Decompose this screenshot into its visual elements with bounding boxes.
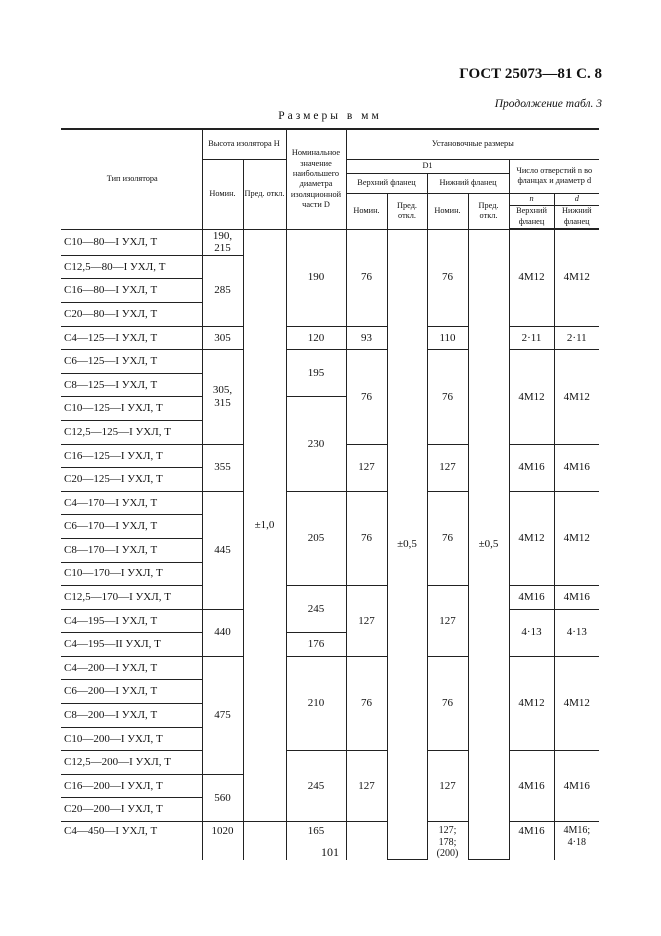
header-d: d — [554, 193, 599, 205]
holes-upper: 4М12 — [509, 491, 554, 585]
upper-nom: 127 — [346, 586, 387, 657]
header-lower-tol: Пред. откл. — [468, 193, 509, 229]
header-holes-upper: Верхний фланец — [509, 205, 554, 229]
lower-nom: 76 — [427, 656, 468, 750]
upper-nom: 76 — [346, 656, 387, 750]
height-nom: 1020 — [202, 822, 243, 860]
holes-upper: 4М12 — [509, 656, 554, 750]
holes-upper: 4·13 — [509, 609, 554, 656]
row-type: С12,5—125—I УХЛ, Т — [61, 420, 202, 444]
header-height-tol: Пред. откл. — [243, 159, 286, 229]
row-type: С4—195—I УХЛ, Т — [61, 609, 202, 633]
diameter: 210 — [286, 656, 346, 750]
holes-lower: 4М12 — [554, 350, 599, 444]
holes-upper: 4М16 — [509, 444, 554, 491]
height-nom: 445 — [202, 491, 243, 609]
row-type: С10—170—I УХЛ, Т — [61, 562, 202, 586]
holes-lower: 4М12 — [554, 656, 599, 750]
holes-upper: 4М16 — [509, 586, 554, 610]
holes-upper: 4М16 — [509, 822, 554, 860]
holes-lower: 4М12 — [554, 491, 599, 585]
header-lower-flange: Нижний фланец — [427, 173, 509, 193]
header-nominal-diameter: Номинальное значение наибольшего диаметра изоляционной части D — [286, 129, 346, 229]
height-nom: 440 — [202, 609, 243, 656]
upper-nom: 76 — [346, 491, 387, 585]
table-continuation-note: Продолжение табл. 3 — [494, 98, 602, 110]
height-nom: 285 — [202, 255, 243, 326]
row-type: С16—200—I УХЛ, Т — [61, 774, 202, 798]
row-type: С12,5—80—I УХЛ, Т — [61, 255, 202, 279]
holes-lower: 4М16 — [554, 751, 599, 822]
holes-lower: 4·13 — [554, 609, 599, 656]
header-lower-nom: Номин. — [427, 193, 468, 229]
diameter: 245 — [286, 586, 346, 633]
header-holes: Число отверстий n во фланцах и диаметр d — [509, 159, 599, 193]
row-type: С10—80—I УХЛ, Т — [61, 229, 202, 255]
holes-lower: 4М12 — [554, 229, 599, 326]
holes-lower: 4М16 — [554, 586, 599, 610]
diameter: 165 — [286, 822, 346, 860]
row-type: С8—170—I УХЛ, Т — [61, 538, 202, 562]
diameter: 205 — [286, 491, 346, 585]
upper-nom: 93 — [346, 326, 387, 350]
lower-nom: 127; 178; (200) — [427, 822, 468, 860]
height-nom: 305, 315 — [202, 350, 243, 444]
height-nom: 190, 215 — [202, 229, 243, 255]
row-type: С10—125—I УХЛ, Т — [61, 397, 202, 421]
header-mounting: Установочные размеры — [346, 129, 599, 159]
row-type: С8—125—I УХЛ, Т — [61, 373, 202, 397]
row-type: С20—125—I УХЛ, Т — [61, 468, 202, 492]
header-type: Тип изолятора — [61, 129, 202, 229]
diameter: 176 — [286, 633, 346, 657]
row-type: С4—195—II УХЛ, Т — [61, 633, 202, 657]
diameter: 190 — [286, 229, 346, 326]
insulator-dimensions-table — [61, 128, 599, 860]
row-type: С12,5—200—I УХЛ, Т — [61, 751, 202, 775]
table-caption: Размеры в мм — [278, 110, 382, 122]
lower-nom: 127 — [427, 444, 468, 491]
lower-nom: 76 — [427, 350, 468, 444]
row-type: С4—170—I УХЛ, Т — [61, 491, 202, 515]
height-nom: 560 — [202, 774, 243, 821]
row-type: С4—200—I УХЛ, Т — [61, 656, 202, 680]
lower-nom: 110 — [427, 326, 468, 350]
diameter: 195 — [286, 350, 346, 397]
lower-nom: 76 — [427, 229, 468, 326]
upper-nom: 76 — [346, 350, 387, 444]
lower-nom: 127 — [427, 586, 468, 657]
diameter: 120 — [286, 326, 346, 350]
holes-lower: 4М16 — [554, 444, 599, 491]
header-height-nom: Номин. — [202, 159, 243, 229]
row-type: С6—170—I УХЛ, Т — [61, 515, 202, 539]
row-type: С20—80—I УХЛ, Т — [61, 302, 202, 326]
lower-nom: 127 — [427, 751, 468, 822]
row-type: С10—200—I УХЛ, Т — [61, 727, 202, 751]
header-upper-flange: Верхний фланец — [346, 173, 427, 193]
page-number: 101 — [321, 845, 339, 859]
row-type: С6—200—I УХЛ, Т — [61, 680, 202, 704]
row-type: С4—125—I УХЛ, Т — [61, 326, 202, 350]
height-nom: 475 — [202, 656, 243, 774]
row-type: С8—200—I УХЛ, Т — [61, 704, 202, 728]
upper-nom: 127 — [346, 444, 387, 491]
height-tol-empty — [243, 822, 286, 860]
row-type: С6—125—I УХЛ, Т — [61, 350, 202, 374]
holes-upper: 4М12 — [509, 350, 554, 444]
diameter: 245 — [286, 751, 346, 822]
lower-nom: 76 — [427, 491, 468, 585]
height-nom: 355 — [202, 444, 243, 491]
document-code: ГОСТ 25073—81 С. 8 — [459, 66, 602, 82]
diameter: 230 — [286, 397, 346, 491]
height-tol: ±1,0 — [243, 229, 286, 822]
holes-lower: 2·11 — [554, 326, 599, 350]
holes-upper: 2·11 — [509, 326, 554, 350]
header-height: Высота изолятора H — [202, 129, 286, 159]
row-type: С20—200—I УХЛ, Т — [61, 798, 202, 822]
row-type: С12,5—170—I УХЛ, Т — [61, 586, 202, 610]
holes-upper: 4М12 — [509, 229, 554, 326]
row-type: С16—125—I УХЛ, Т — [61, 444, 202, 468]
header-upper-nom: Номин. — [346, 193, 387, 229]
row-type: С4—450—I УХЛ, Т — [61, 822, 202, 860]
upper-nom: 127 — [346, 751, 387, 822]
header-n: n — [509, 193, 554, 205]
upper-nom: 76 — [346, 229, 387, 326]
header-upper-tol: Пред. откл. — [387, 193, 427, 229]
holes-lower: 4М16; 4·18 — [554, 822, 599, 860]
lower-tol: ±0,5 — [468, 229, 509, 860]
row-type: С16—80—I УХЛ, Т — [61, 279, 202, 303]
header-d1: D1 — [346, 159, 509, 173]
height-nom: 305 — [202, 326, 243, 350]
upper-tol: ±0,5 — [387, 229, 427, 860]
header-holes-lower: Нижний фланец — [554, 205, 599, 229]
holes-upper: 4М16 — [509, 751, 554, 822]
